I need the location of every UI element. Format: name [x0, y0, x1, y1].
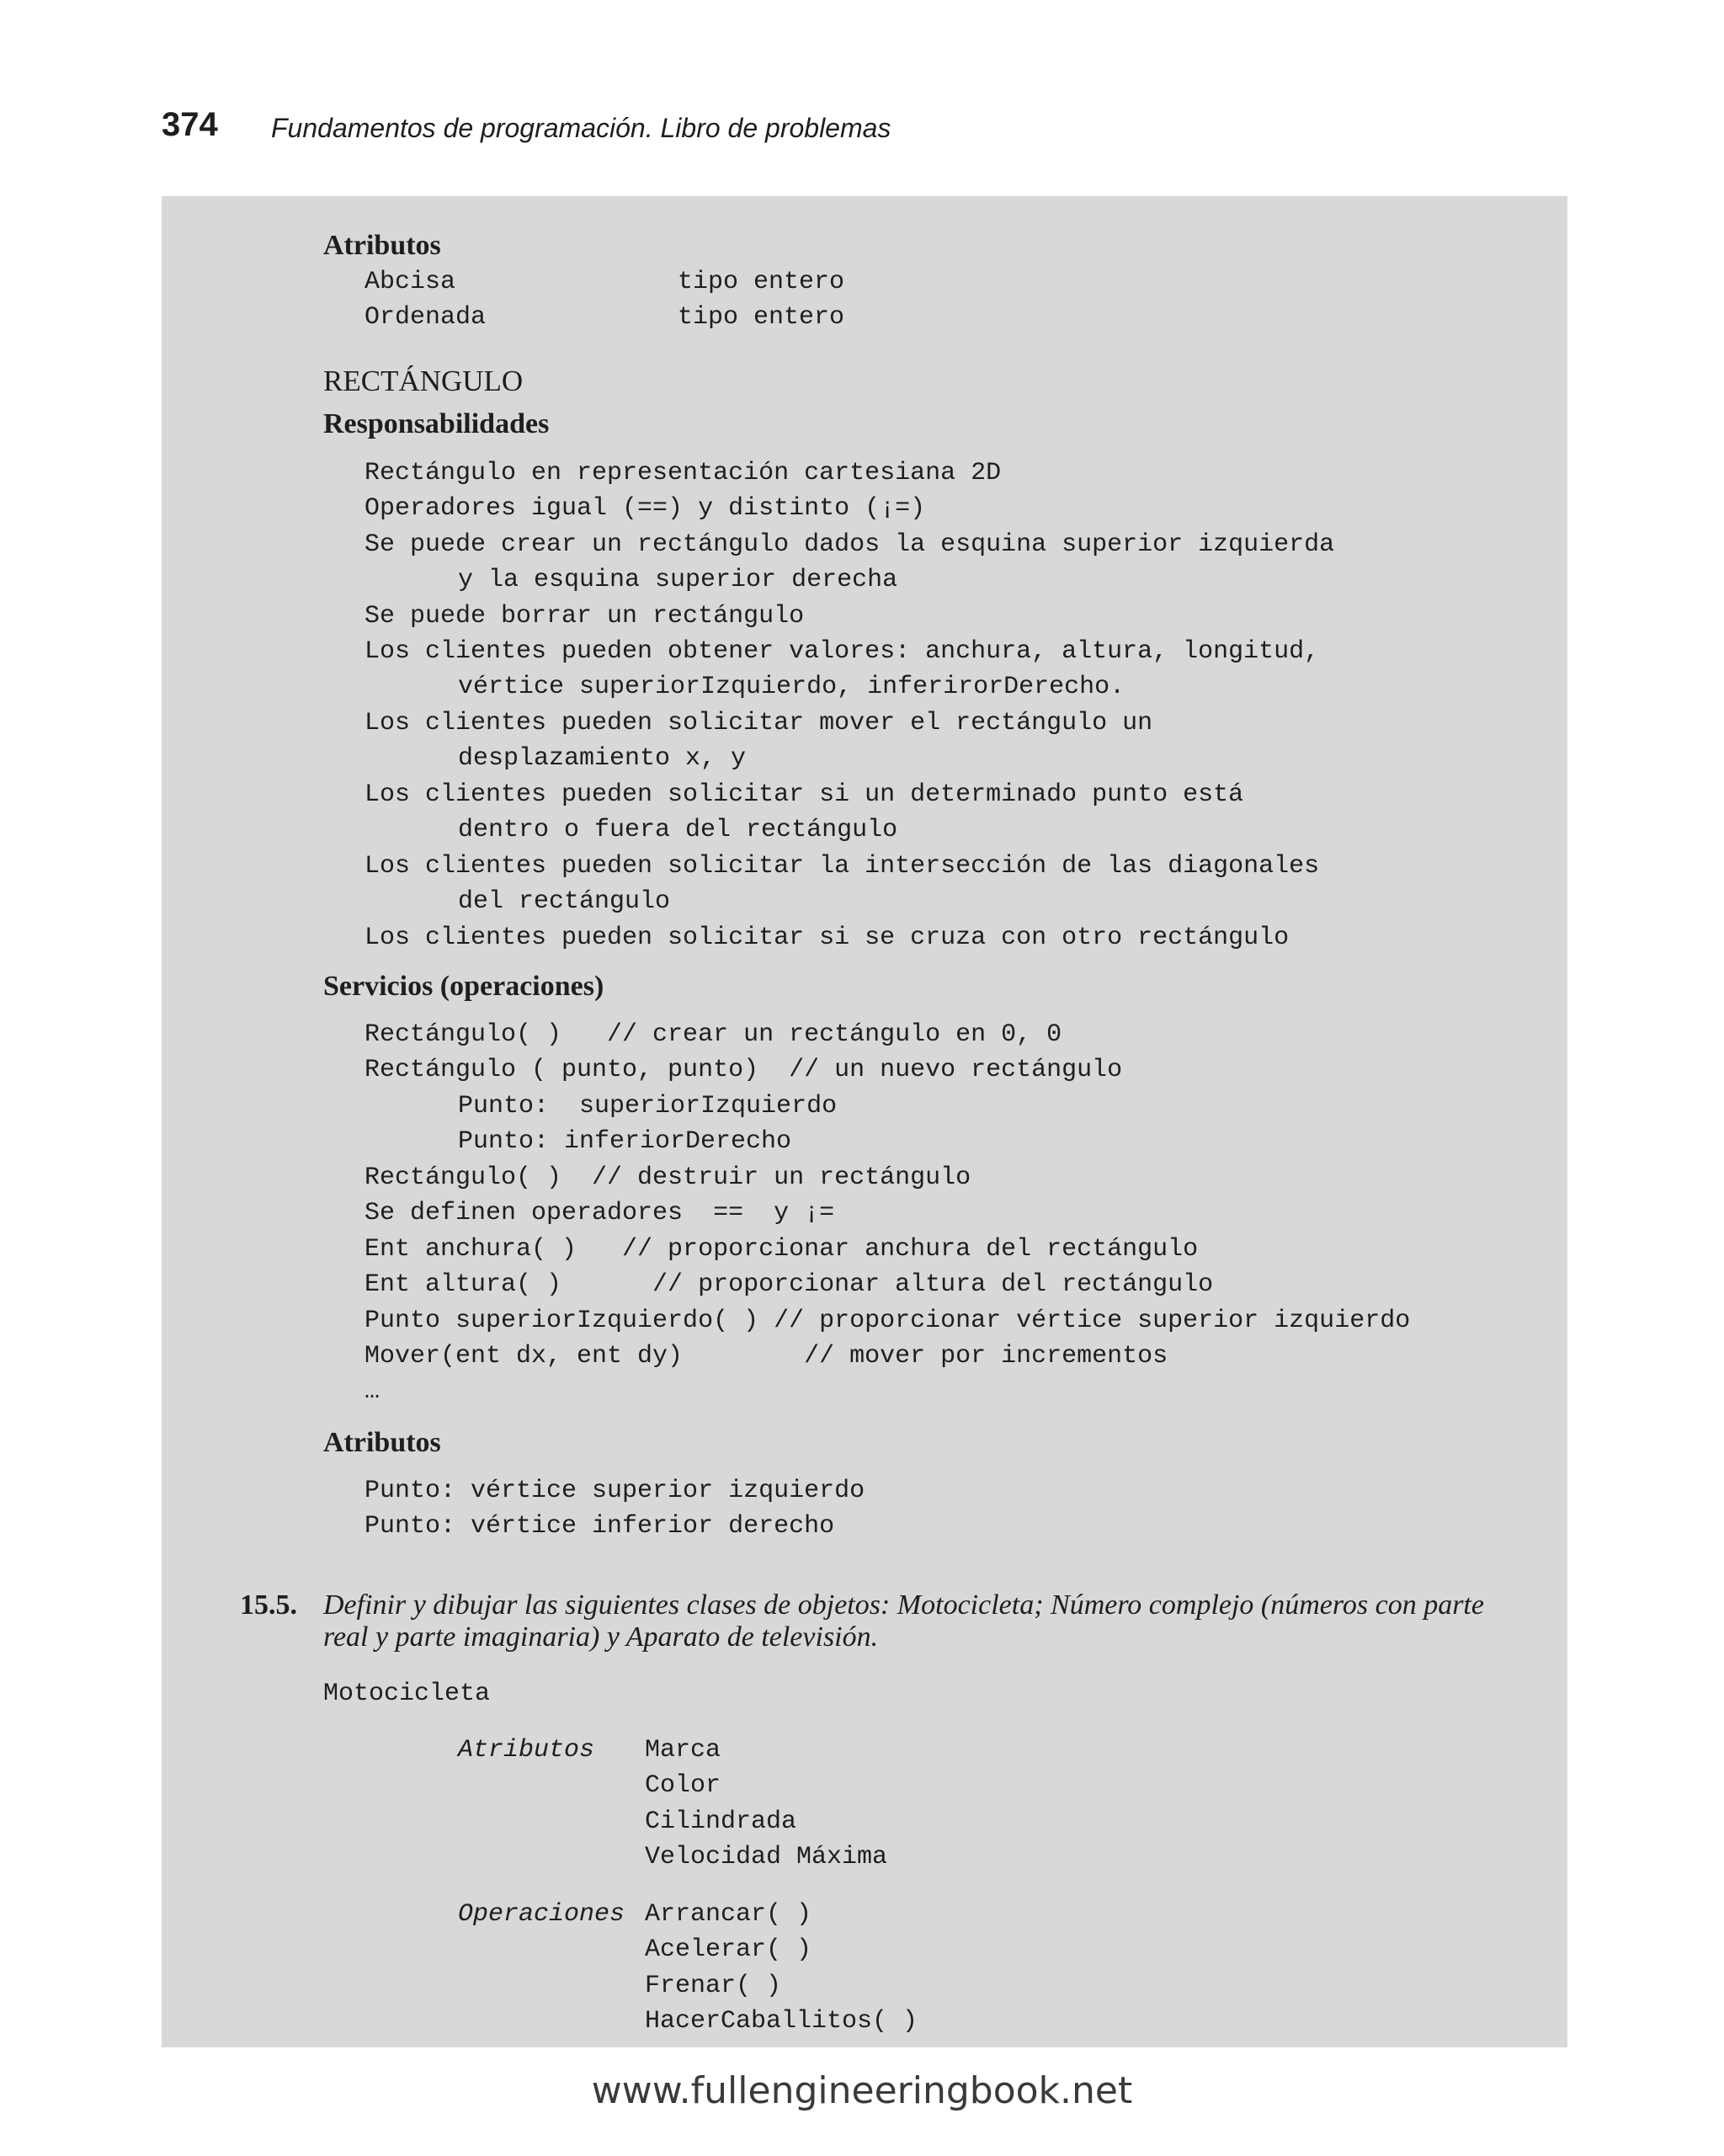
responsibility-line: y la esquina superior derecha	[458, 566, 898, 594]
service-line: Punto: inferiorDerecho	[458, 1127, 792, 1156]
responsibility-line: Se puede borrar un rectángulo	[364, 602, 805, 631]
responsibility-line: Los clientes pueden solicitar mover el rectángulo un	[364, 709, 1153, 737]
responsibility-line: Los clientes pueden solicitar la intersección de las diagonales	[364, 852, 1320, 881]
page-number: 374	[162, 106, 218, 143]
attr-name: Abcisa	[364, 268, 456, 296]
service-line: Rectángulo( ) // crear un rectángulo en 0, 0	[364, 1020, 1062, 1049]
moto-operation: HacerCaballitos( )	[645, 2007, 918, 2036]
responsibility-line: Se puede crear un rectángulo dados la esquina superior izquierda	[364, 530, 1335, 559]
service-line: Mover(ent dx, ent dy) // mover por incrementos	[364, 1342, 1168, 1371]
label-atributos: Atributos	[458, 1736, 595, 1765]
moto-attribute: Marca	[645, 1736, 721, 1765]
service-ellipsis: …	[364, 1377, 380, 1406]
moto-attribute: Cilindrada	[645, 1807, 797, 1836]
footer-url: www.fullengineeringbook.net	[591, 2069, 1133, 2112]
responsibility-line: Rectángulo en representación cartesiana 2D	[364, 459, 1002, 487]
service-line: Se definen operadores == y ¡=	[364, 1199, 835, 1227]
responsibility-line: Los clientes pueden solicitar si un determinado punto está	[364, 780, 1244, 809]
responsibility-line: Operadores igual (==) y distinto (¡=)	[364, 494, 926, 523]
moto-attribute: Color	[645, 1771, 721, 1800]
book-title: Fundamentos de programación. Libro de problemas	[271, 113, 891, 143]
attr-type: tipo entero	[678, 303, 845, 332]
service-line: Rectángulo( ) // destruir un rectángulo	[364, 1163, 971, 1192]
responsibility-line: vértice superiorIzquierdo, inferirorDerecho.	[458, 673, 1125, 701]
attribute-line: Punto: vértice inferior derecho	[364, 1512, 835, 1541]
section-heading-servicios: Servicios (operaciones)	[323, 971, 604, 1002]
problem-number: 15.5.	[240, 1589, 297, 1621]
responsibility-line: dentro o fuera del rectángulo	[458, 816, 898, 844]
section-heading-responsabilidades: Responsabilidades	[323, 408, 550, 439]
service-line: Punto superiorIzquierdo( ) // proporcionar vértice superior izquierdo	[364, 1307, 1411, 1335]
moto-operation: Arrancar( )	[645, 1900, 812, 1929]
attr-name: Ordenada	[364, 303, 487, 332]
responsibility-line: Los clientes pueden solicitar si se cruza con otro rectángulo	[364, 924, 1290, 952]
service-line: Ent anchura( ) // proporcionar anchura del rectángulo	[364, 1235, 1199, 1264]
problem-statement: Definir y dibujar las siguientes clases de objetos: Motocicleta; Número complejo (números con parte real y parte imaginaria) y Aparato de televisión.	[323, 1589, 1484, 1653]
section-heading-atributos: Atributos	[323, 1427, 441, 1458]
responsibility-line: del rectángulo	[458, 887, 671, 916]
service-line: Rectángulo ( punto, punto) // un nuevo rectángulo	[364, 1056, 1123, 1084]
moto-attribute: Velocidad Máxima	[645, 1843, 888, 1871]
moto-operation: Frenar( )	[645, 1972, 782, 2000]
service-line: Punto: superiorIzquierdo	[458, 1092, 838, 1121]
service-line: Ent altura( ) // proporcionar altura del rectángulo	[364, 1270, 1214, 1299]
responsibility-line: Los clientes pueden obtener valores: anchura, altura, longitud,	[364, 637, 1320, 666]
class-title-motocicleta: Motocicleta	[323, 1680, 491, 1708]
shaded-content-panel	[162, 196, 1567, 2047]
class-name-rectangulo: RECTÁNGULO	[323, 365, 524, 397]
section-heading-atributos: Atributos	[323, 230, 441, 261]
moto-operation: Acelerar( )	[645, 1935, 812, 1964]
responsibility-line: desplazamiento x, y	[458, 744, 747, 773]
label-operaciones: Operaciones	[458, 1900, 625, 1929]
attribute-line: Punto: vértice superior izquierdo	[364, 1477, 865, 1505]
attr-type: tipo entero	[678, 268, 845, 296]
